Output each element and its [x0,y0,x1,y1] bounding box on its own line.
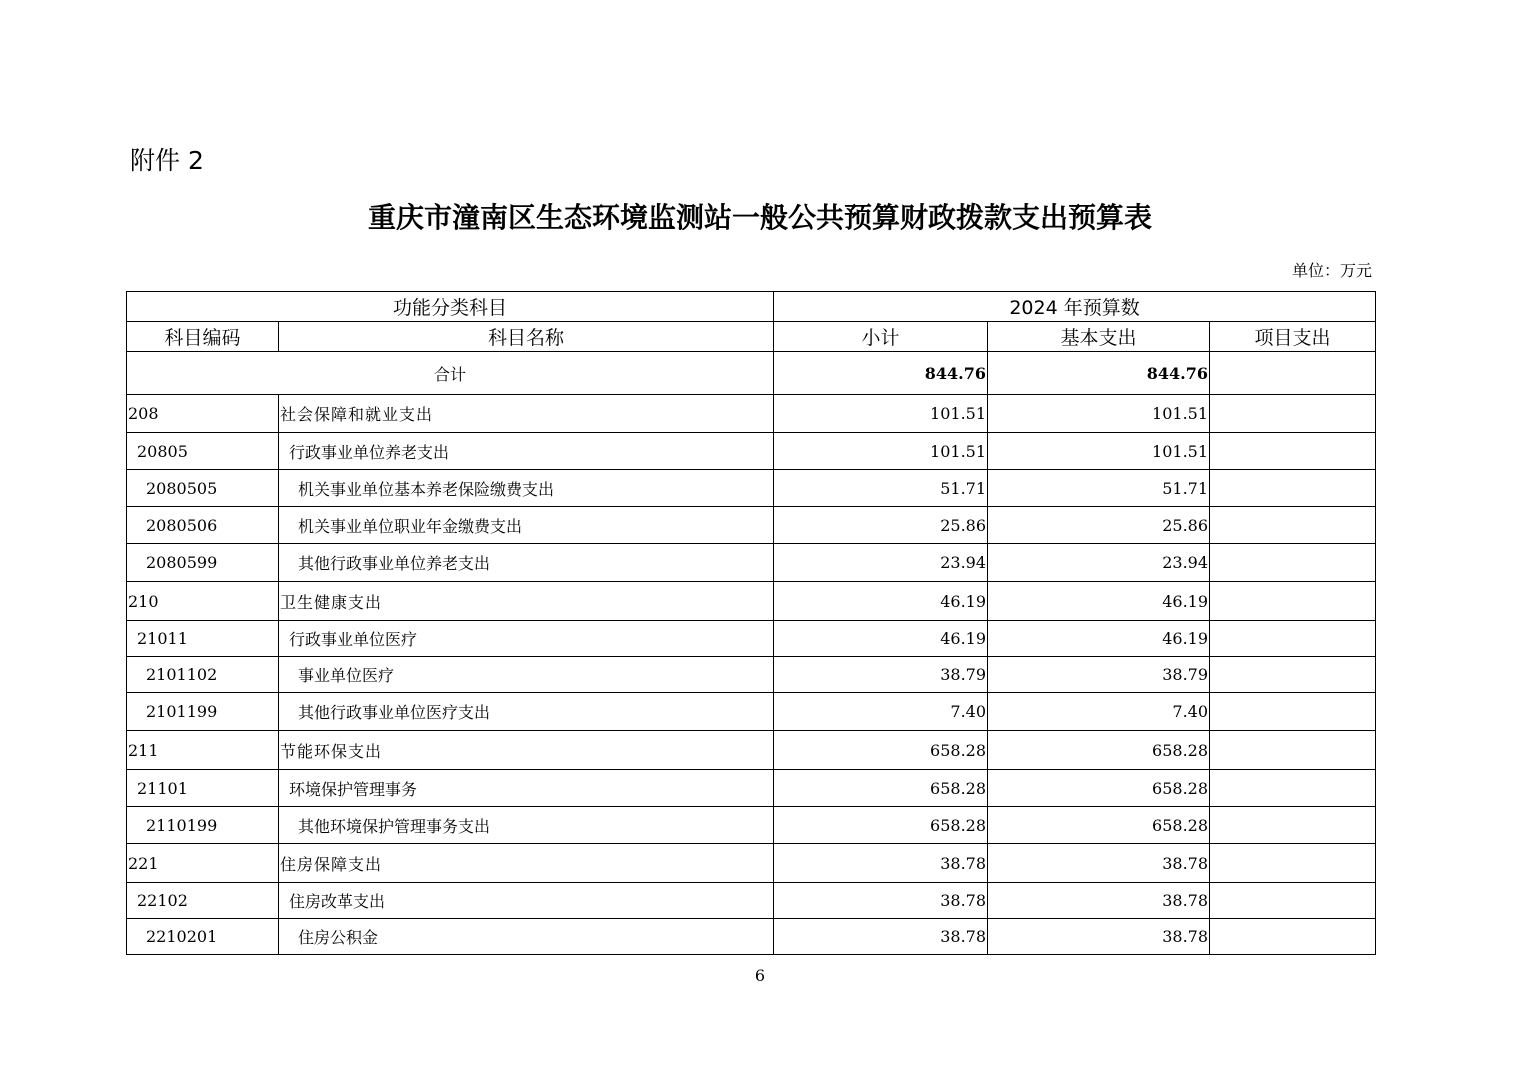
basic-cell: 23.94 [988,544,1210,582]
basic-cell: 46.19 [988,582,1210,621]
page-title: 重庆市潼南区生态环境监测站一般公共预算财政拨款支出预算表 [367,201,1152,234]
project-cell [1210,883,1376,919]
name-cell: 节能环保支出 [279,731,774,770]
table-row [127,657,1376,693]
header-project: 项目支出 [1210,322,1376,352]
name-cell: 住房公积金 [279,919,774,955]
basic-cell: 38.78 [988,844,1210,883]
project-cell [1210,395,1376,433]
code-cell: 21101 [127,770,279,807]
group-header-row [127,292,1376,322]
table-row [127,844,1376,883]
header-subtotal: 小计 [774,322,988,352]
total-subtotal: 844.76 [774,352,988,395]
code-cell: 221 [127,844,279,883]
project-cell [1210,433,1376,470]
basic-cell: 46.19 [988,621,1210,657]
budget-table [126,291,1376,955]
project-cell [1210,621,1376,657]
subtotal-cell: 101.51 [774,395,988,433]
project-cell [1210,731,1376,770]
code-cell: 208 [127,395,279,433]
code-cell: 2110199 [127,807,279,844]
project-cell [1210,844,1376,883]
name-cell: 社会保障和就业支出 [279,395,774,433]
basic-cell: 38.79 [988,657,1210,693]
name-cell: 事业单位医疗 [279,657,774,693]
subtotal-cell: 51.71 [774,470,988,507]
table-row [127,883,1376,919]
table-row [127,395,1376,433]
total-basic: 844.76 [988,352,1210,395]
project-cell [1210,657,1376,693]
table-row [127,433,1376,470]
project-cell [1210,544,1376,582]
project-cell [1210,582,1376,621]
basic-cell: 7.40 [988,693,1210,731]
table-row [127,507,1376,544]
project-cell [1210,470,1376,507]
subtotal-cell: 25.86 [774,507,988,544]
name-cell: 其他行政事业单位医疗支出 [279,693,774,731]
subtotal-cell: 658.28 [774,807,988,844]
name-cell: 机关事业单位职业年金缴费支出 [279,507,774,544]
project-cell [1210,693,1376,731]
basic-cell: 658.28 [988,731,1210,770]
project-cell [1210,807,1376,844]
subtotal-cell: 7.40 [774,693,988,731]
basic-cell: 38.78 [988,919,1210,955]
total-project [1210,352,1376,395]
column-header-row [127,322,1376,352]
table-row [127,693,1376,731]
subtotal-cell: 101.51 [774,433,988,470]
basic-cell: 101.51 [988,395,1210,433]
code-cell: 2080505 [127,470,279,507]
code-cell: 22102 [127,883,279,919]
table-row [127,544,1376,582]
code-cell: 20805 [127,433,279,470]
header-functional-classification: 功能分类科目 [127,292,774,322]
project-cell [1210,770,1376,807]
name-cell: 住房改革支出 [279,883,774,919]
code-cell: 211 [127,731,279,770]
name-cell: 行政事业单位养老支出 [279,433,774,470]
basic-cell: 658.28 [988,807,1210,844]
table-row [127,582,1376,621]
table-row [127,731,1376,770]
subtotal-cell: 658.28 [774,770,988,807]
basic-cell: 101.51 [988,433,1210,470]
name-cell: 住房保障支出 [279,844,774,883]
subtotal-cell: 38.78 [774,919,988,955]
table-row [127,470,1376,507]
total-row [127,352,1376,395]
table-row [127,770,1376,807]
page-number: 6 [754,966,766,985]
table-row [127,621,1376,657]
name-cell: 环境保护管理事务 [279,770,774,807]
name-cell: 机关事业单位基本养老保险缴费支出 [279,470,774,507]
header-budget-year: 2024 年预算数 [774,292,1376,322]
code-cell: 2080506 [127,507,279,544]
project-cell [1210,919,1376,955]
subtotal-cell: 23.94 [774,544,988,582]
project-cell [1210,507,1376,544]
table-row [127,807,1376,844]
unit-label: 单位：万元 [1291,261,1372,280]
subtotal-cell: 658.28 [774,731,988,770]
basic-cell: 38.78 [988,883,1210,919]
name-cell: 行政事业单位医疗 [279,621,774,657]
header-name: 科目名称 [279,322,774,352]
basic-cell: 51.71 [988,470,1210,507]
subtotal-cell: 38.79 [774,657,988,693]
code-cell: 210 [127,582,279,621]
name-cell: 其他环境保护管理事务支出 [279,807,774,844]
header-code: 科目编码 [127,322,279,352]
header-basic: 基本支出 [988,322,1210,352]
total-label: 合计 [127,352,774,395]
code-cell: 2080599 [127,544,279,582]
name-cell: 卫生健康支出 [279,582,774,621]
code-cell: 2101102 [127,657,279,693]
subtotal-cell: 38.78 [774,844,988,883]
code-cell: 2210201 [127,919,279,955]
table-row [127,919,1376,955]
subtotal-cell: 46.19 [774,621,988,657]
name-cell: 其他行政事业单位养老支出 [279,544,774,582]
attachment-label: 附件 2 [130,146,204,175]
basic-cell: 658.28 [988,770,1210,807]
subtotal-cell: 46.19 [774,582,988,621]
code-cell: 21011 [127,621,279,657]
code-cell: 2101199 [127,693,279,731]
subtotal-cell: 38.78 [774,883,988,919]
basic-cell: 25.86 [988,507,1210,544]
